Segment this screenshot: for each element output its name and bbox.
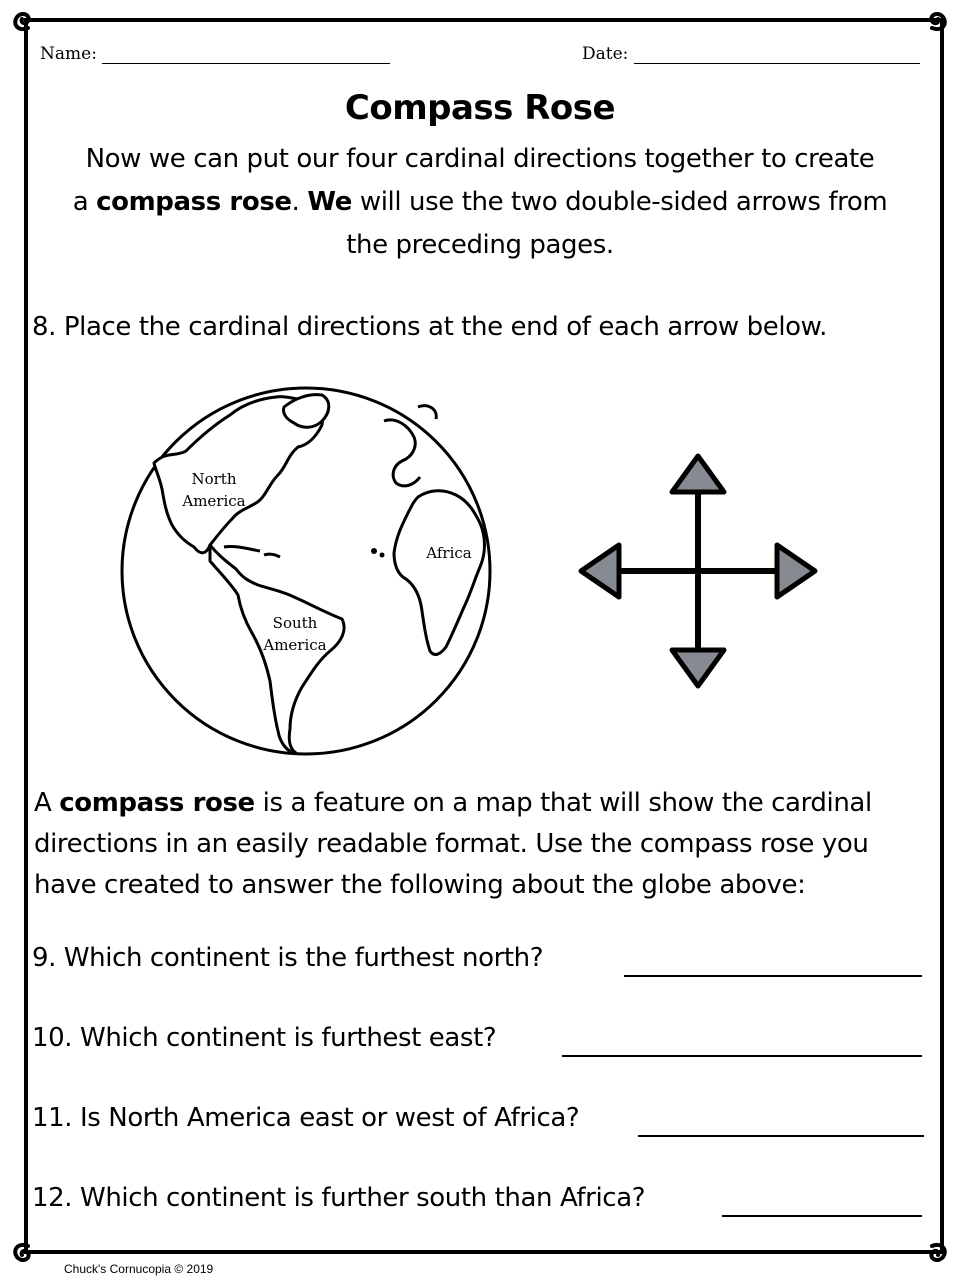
question-8: 8. Place the cardinal directions at the end of each arrow below. xyxy=(32,312,827,342)
question-9: 9. Which continent is the furthest north? xyxy=(32,943,544,973)
answer-10-blank[interactable] xyxy=(562,1055,922,1057)
corner-curl-icon xyxy=(922,1238,952,1268)
corner-curl-icon xyxy=(8,1238,38,1268)
question-11: 11. Is North America east or west of Africa? xyxy=(32,1103,580,1133)
compass-arrows-icon xyxy=(575,448,821,694)
east-arrowhead xyxy=(777,545,815,597)
west-arrowhead xyxy=(581,545,619,597)
globe-drawing xyxy=(118,385,494,757)
copyright-footer: Chuck's Cornucopia © 2019 xyxy=(64,1262,214,1276)
intro-text xyxy=(40,138,920,267)
question-12: 12. Which continent is further south than Africa? xyxy=(32,1183,646,1213)
label-north-america: North America xyxy=(182,470,246,510)
date-field[interactable] xyxy=(634,63,920,64)
para-line-2: directions in an easily readable format. Use the compass rose you xyxy=(34,829,869,859)
name-date-header xyxy=(40,44,920,68)
globe-map xyxy=(118,385,494,757)
question-10: 10. Which continent is furthest east? xyxy=(32,1023,497,1053)
answer-11-blank[interactable] xyxy=(638,1135,924,1137)
answer-9-blank[interactable] xyxy=(624,975,922,977)
corner-curl-icon xyxy=(922,6,952,36)
name-field[interactable] xyxy=(102,63,390,64)
para-line-1: A compass rose is a feature on a map that will show the cardinal xyxy=(34,788,872,818)
answer-12-blank[interactable] xyxy=(722,1215,922,1217)
compass-rose-paragraph xyxy=(34,783,934,906)
compass-arrows xyxy=(575,448,821,694)
label-africa: Africa xyxy=(426,544,472,562)
page-title: Compass Rose xyxy=(344,88,616,128)
name-label: Name: xyxy=(40,44,97,64)
para-line-3: have created to answer the following about the globe above: xyxy=(34,870,806,900)
intro-line-1: Now we can put our four cardinal directions together to create xyxy=(85,144,875,174)
south-arrowhead xyxy=(672,650,724,686)
intro-line-2: a compass rose. We will use the two double-sided arrows from xyxy=(72,187,888,217)
corner-curl-icon xyxy=(8,6,38,36)
label-south-america: South America xyxy=(263,614,327,654)
north-arrowhead xyxy=(672,456,724,492)
date-label: Date: xyxy=(582,44,629,64)
intro-line-3: the preceding pages. xyxy=(346,230,614,260)
